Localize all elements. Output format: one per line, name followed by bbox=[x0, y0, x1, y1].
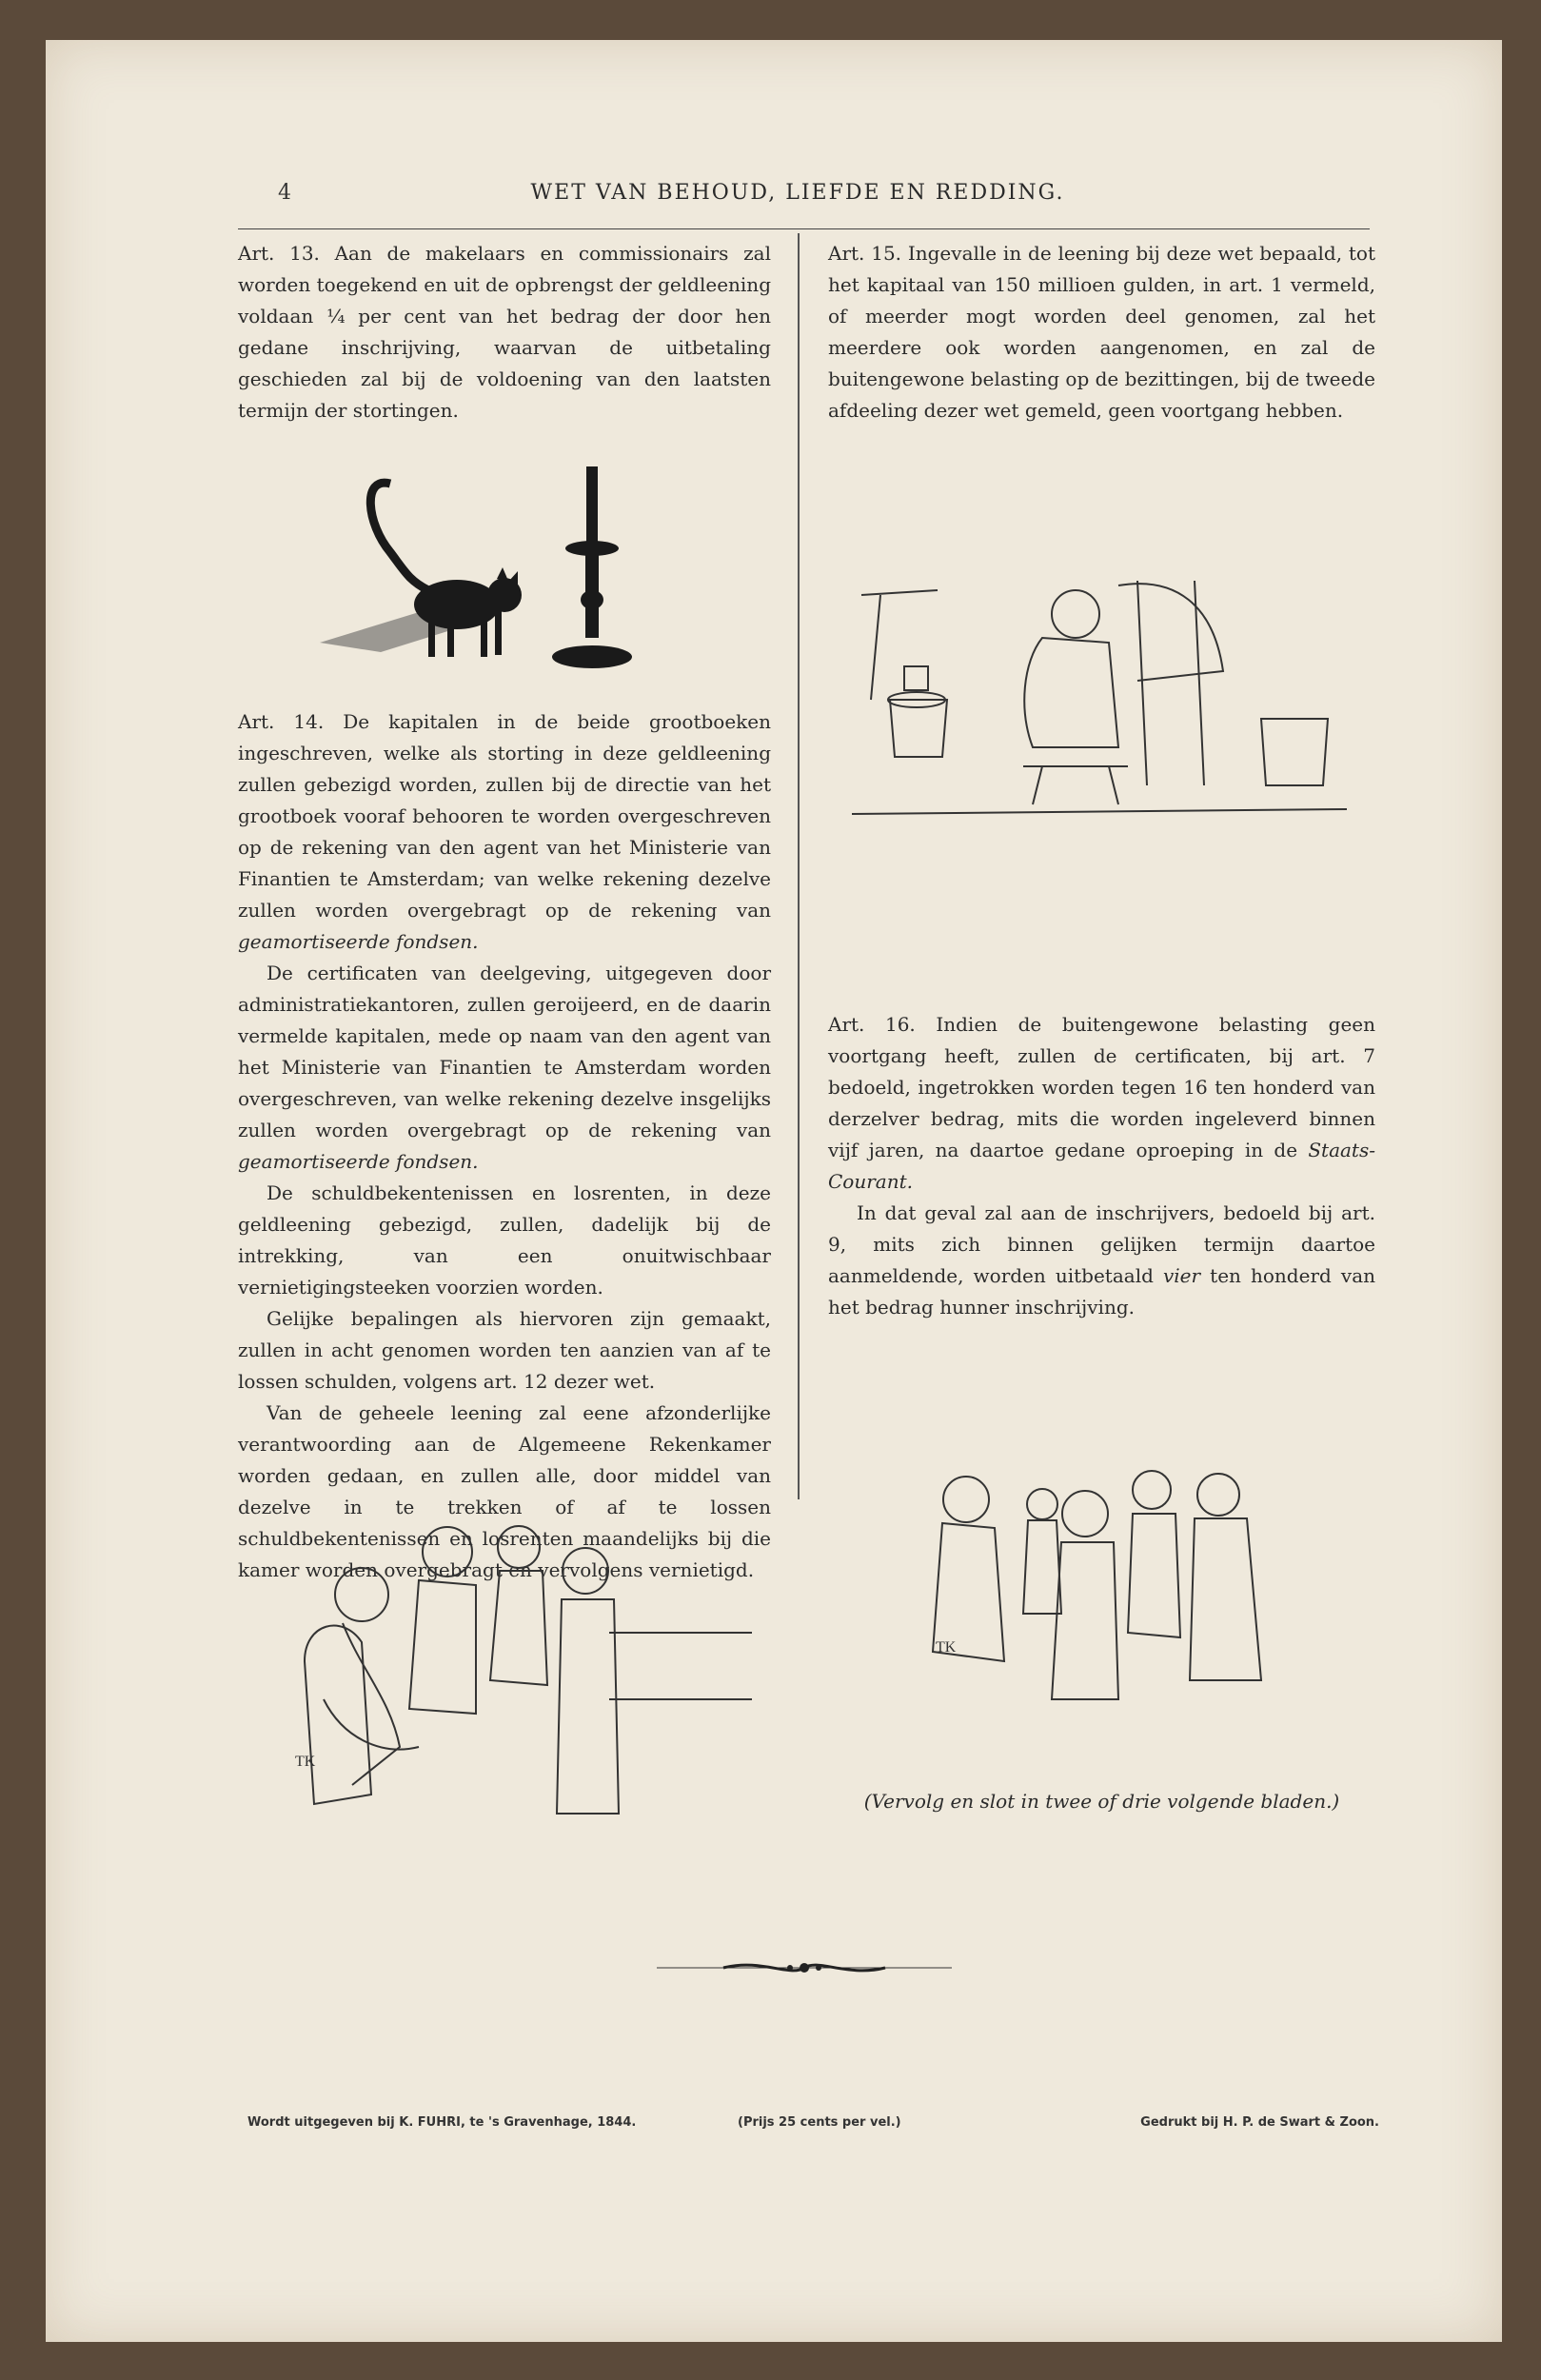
page-header bbox=[265, 181, 1331, 213]
article-14-p1-emphasis: geamortiseerde fondsen. bbox=[238, 930, 479, 953]
price-line: (Prijs 25 cents per vel.) bbox=[738, 2115, 901, 2130]
article-14-paragraph-3: De schuldbekentenissen en losrenten, in deze geldleening gebezigd, zullen, dadelijk bij de intrekking, van een onuitwischbaar vernietigingsteeken voorzien worden. bbox=[238, 1181, 771, 1299]
article-14-p2-emphasis: geamortiseerde fondsen. bbox=[238, 1150, 479, 1173]
continuation-note: (Vervolg en slot in twee of drie volgende bladen.) bbox=[863, 1790, 1340, 1813]
article-15 bbox=[828, 238, 1375, 426]
article-16-paragraph-1 bbox=[828, 1009, 1375, 1198]
column-divider bbox=[798, 233, 800, 1499]
article-16-p1-text: Art. 16. Indien de buitengewone belasting geen voortgang heeft, zullen de certificaten, bij art. 7 bedoeld, ingetrokken worden tegen 16 ten honderd van derzelver bedrag, mits die worden ingeleverd binnen vijf jaren, na daartoe gedane oproeping in de bbox=[828, 1013, 1375, 1161]
illustrator-signature-right: TK bbox=[936, 1639, 957, 1656]
article-13-text: Art. 13. Aan de makelaars en commissionairs zal worden toegekend en uit de opbrengst der geldleening voldaan ¼ per cent van het bedrag der door hen gedane inschrijving, waarvan de uitbetaling geschieden zal bij de voldoening van den laatsten termijn der stortingen. bbox=[238, 242, 771, 422]
ornamental-divider bbox=[657, 1954, 952, 1982]
article-15-text: Art. 15. Ingevalle in de leening bij deze wet bepaald, tot het kapitaal van 150 millioen gulden, in art. 1 vermeld, of meerder mogt worden deel genomen, zal het meerdere ook worden aangenomen, en zal de buitengewone belasting op de bezittingen, bij de tweede afdeeling dezer wet gemeld, geen voortgang hebben. bbox=[828, 242, 1375, 422]
men-group-illustration bbox=[286, 1509, 761, 1833]
family-group-illustration bbox=[928, 1461, 1290, 1718]
article-14 bbox=[238, 706, 771, 1586]
article-14-paragraph-1 bbox=[238, 706, 771, 958]
article-14-paragraph-4: Gelijke bepalingen als hiervoren zijn gemaakt, zullen in acht genomen worden ten aanzien van af te lossen schulden, volgens art. 12 dezer wet. bbox=[238, 1307, 771, 1393]
article-14-p1-text: Art. 14. De kapitalen in de beide grootboeken ingeschreven, welke als storting in deze geldleening zullen gebezigd worden, zullen bij de directie van het grootboek vooraf behooren te worden overgeschreven op de rekening van den agent van het Ministerie van Finantien te Amsterdam; van welke rekening dezelve zullen worden overgebragt op de rekening van bbox=[238, 710, 771, 922]
printer-line: Gedrukt bij H. P. de Swart & Zoon. bbox=[1140, 2115, 1379, 2130]
running-title: WET VAN BEHOUD, LIEFDE EN REDDING. bbox=[530, 181, 1065, 205]
page-number: 4 bbox=[278, 181, 291, 205]
article-16-p2-text-end: ten honderd van het bedrag hunner inschrijving. bbox=[828, 1264, 1376, 1319]
illustrator-signature-left: TK bbox=[295, 1754, 316, 1770]
cat-candlestick-illustration bbox=[314, 466, 647, 681]
article-16-p1-emphasis: Staats-Courant. bbox=[828, 1139, 1375, 1193]
article-16-p2-text: In dat geval zal aan de inschrijvers, bedoeld bij art. 9, mits zich binnen gelijken termijn daartoe aanmeldende, worden uitbetaald bbox=[828, 1201, 1375, 1287]
article-14-p2-text: De certificaten van deelgeving, uitgegeven door administratiekantoren, zullen geroijeerd, en de daarin vermelde kapitalen, mede op naam van den agent van het Ministerie van Finantien te Amsterdam worden overgeschreven, van welke rekening dezelve insgelijks zullen worden overgebragt op de rekening van bbox=[238, 962, 771, 1141]
article-14-paragraph-5: Van de geheele leening zal eene afzonderlijke verantwoording aan de Algemeene Rekenkamer worden gedaan, en zullen alle, door middel van dezelve in te trekken of af te lossen schuldbekentenissen en losrenten maandelijks bij die kamer worden overgebragt en vervolgens vernietigd. bbox=[238, 1401, 771, 1581]
article-14-paragraph-2 bbox=[238, 958, 771, 1178]
article-16-p2-emphasis: vier bbox=[1162, 1264, 1201, 1287]
article-13 bbox=[238, 238, 771, 426]
article-16 bbox=[828, 1009, 1375, 1323]
milking-scene-illustration bbox=[852, 566, 1347, 823]
header-rule bbox=[238, 228, 1370, 229]
publisher-line: Wordt uitgegeven bij K. FUHRI, te 's Gravenhage, 1844. bbox=[247, 2115, 637, 2130]
article-16-paragraph-2 bbox=[828, 1198, 1375, 1323]
